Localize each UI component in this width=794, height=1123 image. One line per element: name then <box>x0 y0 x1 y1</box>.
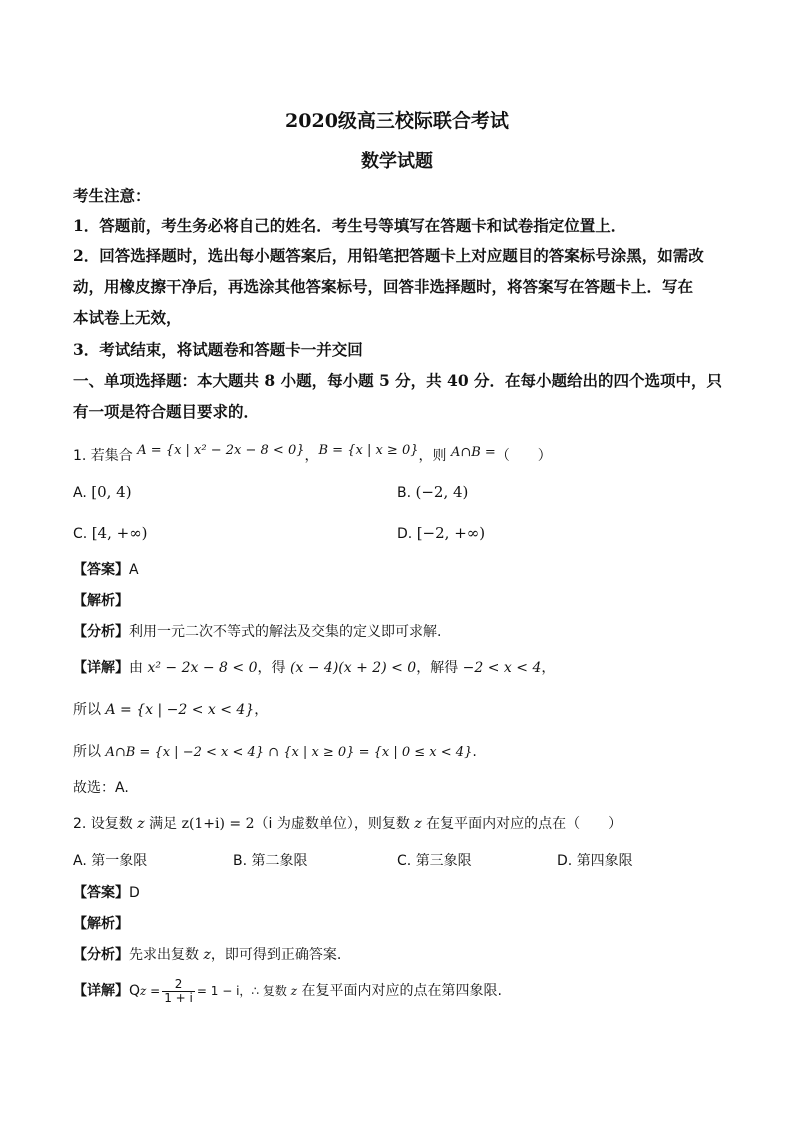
q1-detail-text-e: ，解得 <box>416 660 463 676</box>
notice-item-2-line-3: 本试卷上无效， <box>73 308 182 327</box>
q2-detail-z: z = <box>140 984 161 998</box>
q2-option-a-text: 第一象限 <box>91 853 148 869</box>
q2-option-a-label: A. <box>73 853 87 869</box>
q1-answer-value: A <box>129 562 139 578</box>
q1-set-b: B = {x | x ≥ 0} <box>318 443 419 458</box>
q2-detail-fraction <box>162 978 195 1005</box>
q2-fenxi <box>73 945 341 965</box>
notice-item-2-line-2: 动，用橡皮擦干净后，再选涂其他答案标号，回答非选择题时，将答案写在答题卡上．写在 <box>73 277 694 296</box>
notice-item-1: 1．答题前，考生务必将自己的姓名．考生号等填写在答题卡和试卷指定位置上． <box>73 216 627 235</box>
q2-option-c-text: 第三象限 <box>415 853 472 869</box>
q1-analysis-tag: 【解析】 <box>73 593 129 609</box>
q2-detail-tag: 【详解】 <box>73 983 129 999</box>
q1-set-a: A = {x | x² − 2x − 8 < 0} <box>137 443 305 458</box>
q2-option-a <box>73 851 147 871</box>
q1-ask-expr: A∩B = <box>450 445 496 460</box>
notice-heading: 考生注意： <box>73 186 151 205</box>
q2-option-b <box>233 851 308 871</box>
q2-answer-value: D <box>129 885 140 901</box>
q2-option-d-text: 第四象限 <box>576 853 633 869</box>
q2-option-b-text: 第二象限 <box>251 853 308 869</box>
q2-option-d-label: D. <box>557 853 573 869</box>
q2-detail <box>73 976 502 1006</box>
q1-detail-line-3 <box>73 742 477 763</box>
q1-fenxi <box>73 622 441 642</box>
q1-prefix: 1. 若集合 <box>73 448 138 464</box>
q1-option-d-text: [−2, +∞) <box>416 524 486 542</box>
q2-stem-c: （i 为虚数单位），则复数 <box>254 816 415 832</box>
q2-detail-z2: z <box>290 984 298 998</box>
q1-detail-text-c: ，得 <box>257 660 290 676</box>
q2-detail-eq: = 1 − i，∴ 复数 <box>196 984 291 998</box>
q2-stem-a: 2. 设复数 <box>73 816 138 832</box>
q1-line3-text: 所以 <box>73 744 106 760</box>
q1-answer-tag: 【答案】 <box>73 562 129 578</box>
q1-detail-solution: −2 < x < 4 <box>462 660 542 676</box>
q1-option-b-label: B. <box>397 485 412 501</box>
q1-option-c <box>73 523 148 544</box>
q1-sep: ， <box>304 448 319 464</box>
q1-option-b <box>397 482 468 503</box>
q1-detail-factored: (x − 4)(x + 2) < 0 <box>289 660 417 676</box>
q2-fenxi-b: ，即可得到正确答案. <box>210 947 342 963</box>
q1-ask-suffix: （ ） <box>495 448 552 464</box>
q1-fenxi-text: 利用一元二次不等式的解法及交集的定义即可求解. <box>129 624 442 640</box>
q2-stem-eq: z(1+i) = 2 <box>181 816 255 832</box>
q1-answer <box>73 560 139 580</box>
q1-detail-line-2 <box>73 700 268 720</box>
q1-detail-text-g: ， <box>541 660 556 676</box>
q1-option-b-text: (−2, 4) <box>415 483 469 501</box>
q2-option-c <box>397 851 472 871</box>
q1-option-d-label: D. <box>397 526 413 542</box>
q2-fenxi-a: 先求出复数 <box>129 947 204 963</box>
q1-option-a <box>73 482 132 503</box>
q1-option-a-text: [0, 4) <box>91 483 132 501</box>
q1-line2-set: A = {x | −2 < x < 4} <box>105 702 255 718</box>
q2-answer-tag: 【答案】 <box>73 885 129 901</box>
q2-stem-b: 满足 <box>144 816 182 832</box>
q2-fraction-denominator: 1 + i <box>164 990 193 1005</box>
q2-option-d <box>557 851 633 871</box>
q1-option-d <box>397 523 485 544</box>
q2-analysis-tag: 【解析】 <box>73 916 129 932</box>
q1-line3-intersection: A∩B = {x | −2 < x < 4} ∩ {x | x ≥ 0} = {x | 0 ≤ x < 4} <box>105 745 473 760</box>
q2-stem-z2: z <box>414 816 422 832</box>
section-heading-line-1: 一、单项选择题：本大题共 8 小题，每小题 5 分，共 40 分．在每小题给出的四个选项中，只 <box>73 371 723 390</box>
q1-option-c-label: C. <box>73 526 88 542</box>
q2-stem <box>73 814 622 834</box>
q2-option-b-label: B. <box>233 853 248 869</box>
q1-fenxi-tag: 【分析】 <box>73 624 129 640</box>
q1-option-c-text: [4, +∞) <box>91 524 148 542</box>
q2-stem-d: 在复平面内对应的点在（ ） <box>421 816 623 832</box>
q1-ask-prefix: ，则 <box>418 448 451 464</box>
q2-detail-q: Q <box>129 983 141 999</box>
q2-option-c-label: C. <box>397 853 412 869</box>
q1-option-a-label: A. <box>73 485 87 501</box>
exam-subtitle: 数学试题 <box>361 151 433 172</box>
q1-detail-tag: 【详解】 <box>73 660 129 676</box>
notice-item-2-line-1: 2．回答选择题时，选出每小题答案后，用铅笔把答题卡上对应题目的答案标号涂黑，如需改 <box>73 246 704 265</box>
q1-detail-line-1 <box>73 658 555 678</box>
q1-detail-ineq: x² − 2x − 8 < 0 <box>147 660 258 676</box>
q2-fenxi-tag: 【分析】 <box>73 947 129 963</box>
q1-stem <box>73 443 552 467</box>
q1-line2-text: 所以 <box>73 702 106 718</box>
q2-answer <box>73 883 140 903</box>
q1-line2-end: ， <box>254 702 269 718</box>
notice-item-3: 3．考试结束，将试题卷和答题卡一并交回 <box>73 340 363 359</box>
section-heading-line-2: 有一项是符合题目要求的． <box>73 402 260 421</box>
exam-title: 2020级高三校际联合考试 <box>285 110 509 132</box>
q2-detail-end: 在复平面内对应的点在第四象限. <box>297 983 502 999</box>
q2-fraction-numerator: 2 <box>162 978 195 992</box>
q1-line3-end: . <box>472 744 477 760</box>
q1-choose: 故选：A. <box>73 780 129 796</box>
q2-fenxi-z: z <box>203 947 211 963</box>
q2-stem-z: z <box>137 816 145 832</box>
q1-detail-text-a: 由 <box>129 660 148 676</box>
